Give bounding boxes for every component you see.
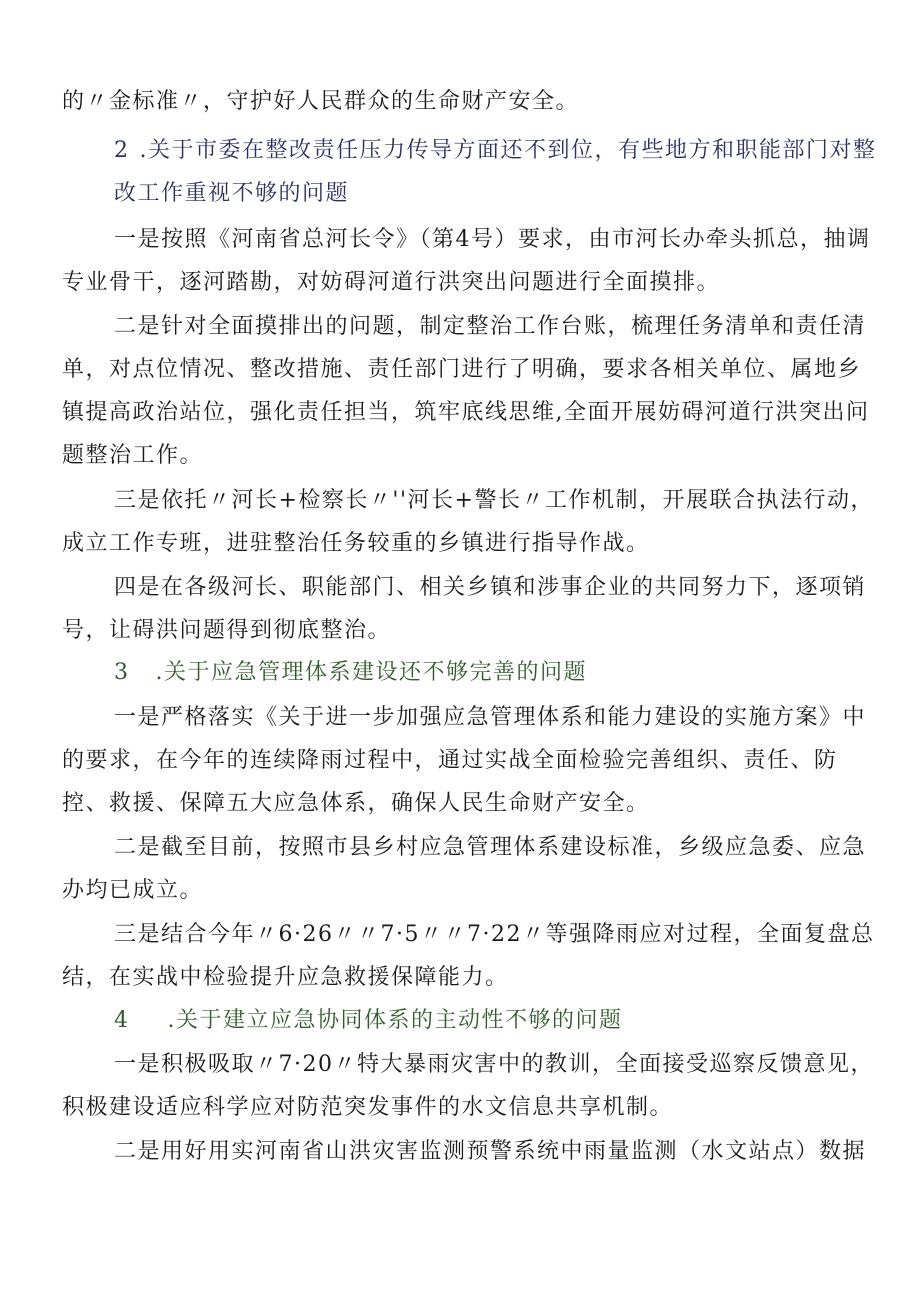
paragraph-item: 二是截至目前，按照市县乡村应急管理体系建设标准，乡级应急委、应急办均已成立。	[62, 835, 867, 903]
paragraph-item: 一是严格落实《关于进一步加强应急管理体系和能力建设的实施方案》中的要求，在今年的连续降雨过程中，通过实战全面检验完善组织、责任、防控、救援、保障五大应急体系，确保人民生命财产安全。	[62, 705, 867, 816]
section-heading-4	[114, 999, 884, 1042]
heading-number: 2	[114, 138, 130, 163]
paragraph-continuation: 的〃金标准〃，守护好人民群众的生命财产安全。	[62, 89, 580, 114]
heading-text: .关于应急管理体系建设还不够完善的问题	[155, 660, 587, 685]
section-heading-3	[114, 651, 884, 694]
section-heading-2	[114, 129, 884, 215]
paragraph-item: 二是用好用实河南省山洪灾害监测预警系统中雨量监测（水文站点）数据	[114, 1139, 867, 1164]
heading-text: .关于建立应急协同体系的主动性不够的问题	[167, 1008, 623, 1033]
heading-number: 4	[114, 1008, 130, 1033]
paragraph-item: 一是积极吸取〃7·20〃特大暴雨灾害中的教训，全面接受巡察反馈意见，积极建设适应科学应对防范突发事件的水文信息共享机制。	[62, 1052, 874, 1120]
paragraph-item: 一是按照《河南省总河长令》（第4号）要求，由市河长办牵头抓总，抽调专业骨干，逐河踏勘，对妨碍河道行洪突出问题进行全面摸排。	[62, 227, 871, 295]
heading-number: 3	[114, 660, 130, 685]
paragraph-item: 四是在各级河长、职能部门、相关乡镇和涉事企业的共同努力下，逐项销号，让碍洪问题得到彻底整治。	[62, 575, 867, 643]
paragraph-item: 三是结合今年〃6·26〃〃7·5〃〃7·22〃等强降雨应对过程，全面复盘总结，在实战中检验提升应急救援保障能力。	[62, 922, 875, 990]
paragraph-item: 二是针对全面摸排出的问题，制定整治工作台账，梳理任务清单和责任清单，对点位情况、整改措施、责任部门进行了明确，要求各相关单位、属地乡镇提高政治站位，强化责任担当，筑牢底线思维,全面开展妨碍河道行洪突出问题整治工作。	[62, 314, 870, 468]
paragraph-item: 三是依托〃河长+检察长〃''河长+警长〃工作机制，开展联合执法行动，成立工作专班，进驻整治任务较重的乡镇进行指导作战。	[62, 488, 874, 556]
heading-text: .关于市委在整改责任压力传导方面还不到位，有些地方和职能部门对整改工作重视不够的问题	[114, 138, 877, 206]
